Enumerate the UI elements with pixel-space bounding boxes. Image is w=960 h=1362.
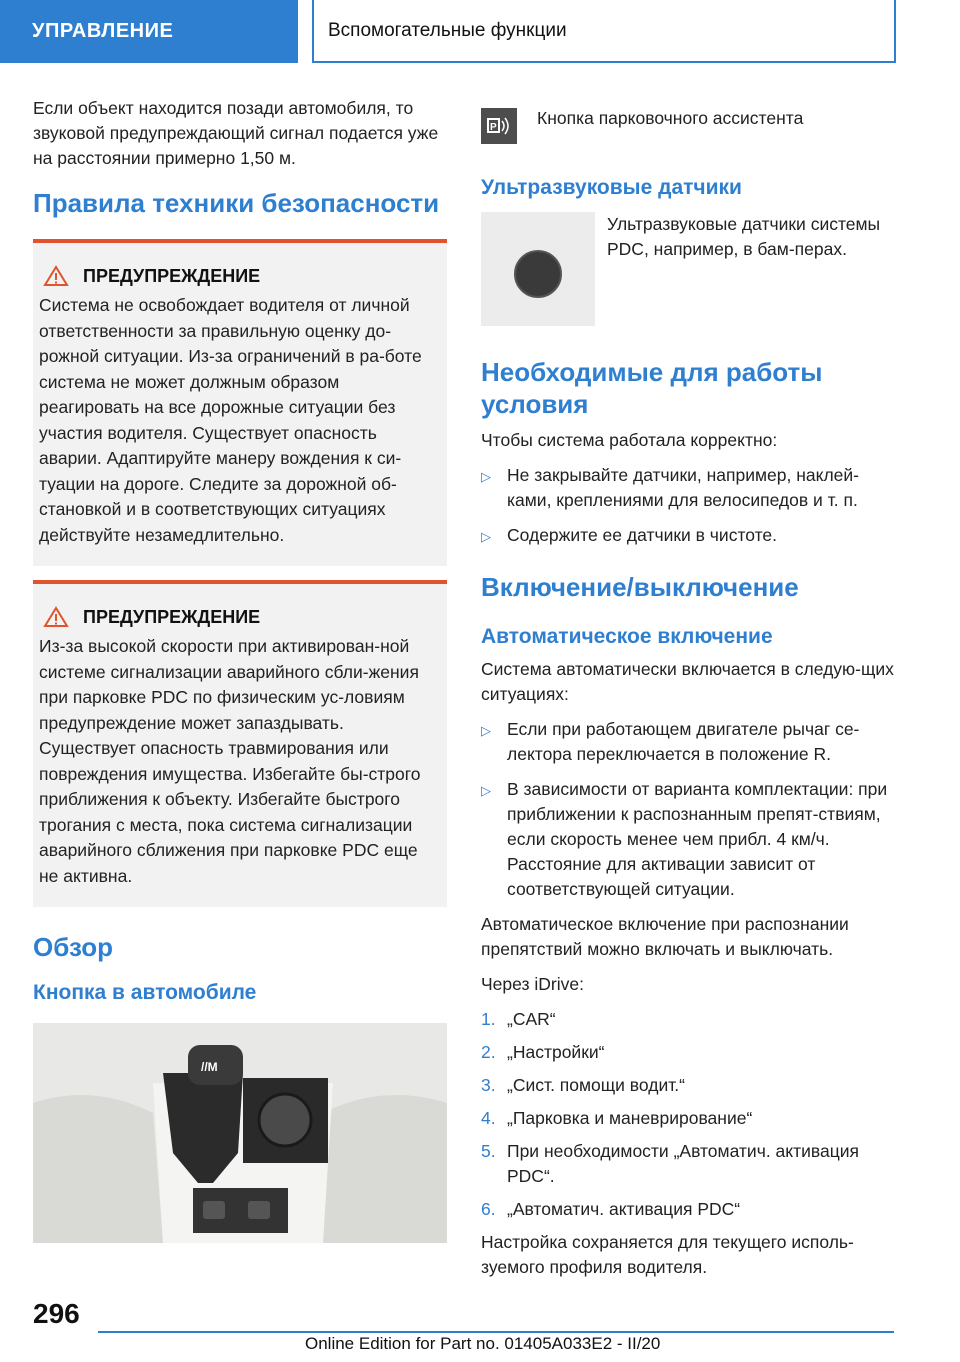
section-tab: УПРАВЛЕНИЕ [0,0,298,63]
park-assist-button-icon [481,108,517,144]
footer-edition: Online Edition for Part no. 01405A033E2 - II/20 [305,1334,661,1353]
button-heading: Кнопка в автомобиле [33,981,257,1004]
left-column [33,96,447,1243]
final-text: Настройка сохраняется для текущего исполь-зуемого профиля водителя. [481,1232,854,1277]
svg-text://M: //M [201,1060,218,1074]
svg-text:P: P [490,122,497,133]
page-number: 296 [33,1298,80,1329]
step-item: 3. „Сист. помощи водит.“ [481,1075,685,1095]
warning-label: ПРЕДУПРЕЖДЕНИЕ [83,265,261,286]
warning-text: Система не освобождает водителя от личной ответственности за правильную оценку до-рожной ситуации. Из-за ограничений в ра-боте система не может должным образом реагировать на все дорожные ситуации без участия водителя. Существует опасность аварии. Адаптируйте манеру вождения к си-туации на дороге. Следите за дорожной об-становкой и в соответствующих ситуациях действуйте незамедлительно. [39,295,422,545]
page-title: Вспомогательные функции [312,0,896,63]
overview-heading: Обзор [33,932,113,962]
sensors-heading: Ультразвуковые датчики [481,176,742,199]
warning-box-2 [33,580,447,907]
warning-box-1 [33,239,447,566]
sensors-text: Ультразвуковые датчики системы PDC, например, в бам-перах. [607,214,881,259]
safety-heading: Правила техники безопасности [33,188,440,218]
list-item: ▷ Если при работающем двигателе рычаг се-лектора переключается в положение R. [481,717,896,767]
onoff-heading: Включение/выключение [481,572,799,602]
warning-triangle-icon [43,265,69,287]
right-column [481,96,896,1290]
triangle-bullet-icon: ▷ [481,529,491,544]
conditions-intro: Чтобы система работала корректно: [481,430,778,450]
step-item: 4. „Парковка и маневрирование“ [481,1108,753,1128]
list-item: ▷ Не закрывайте датчики, например, наклей-ками, креплениями для велосипедов и т. п. [481,463,896,513]
step-item: 2. „Настройки“ [481,1042,605,1062]
triangle-bullet-icon: ▷ [481,469,491,484]
list-item: ▷ В зависимости от варианта комплектации: при приближении к распознанным препят-ствиям, если скорость менее чем прибл. 4 км/ч. Расстояние для активации зависит от соответствующей ситуации. [481,777,896,902]
warning-triangle-icon [43,606,69,628]
auto-intro: Система автоматически включается в следую-щих ситуациях: [481,659,894,704]
list-item: ▷ Содержите ее датчики в чистоте. [481,523,896,549]
triangle-bullet-icon: ▷ [481,783,491,798]
auto-heading: Автоматическое включение [481,625,773,648]
conditions-heading: Необходимые для работы условия [481,357,823,419]
step-item: 1. „CAR“ [481,1009,556,1029]
step-item: 5. При необходимости „Автоматич. активация PDC“. [481,1141,860,1186]
idrive-intro: Через iDrive: [481,974,584,994]
footer-divider [98,1331,894,1333]
triangle-bullet-icon: ▷ [481,723,491,738]
warning-label: ПРЕДУПРЕЖДЕНИЕ [83,606,261,627]
intro-text: Если объект находится позади автомобиля, то звуковой предупреждающий сигнал подается уже на расстоянии примерно 1,50 м. [33,98,439,168]
center-console-illustration [33,1023,447,1243]
park-button-caption: Кнопка парковочного ассистента [537,108,804,128]
sensor-image [481,212,595,326]
step-item: 6. „Автоматич. активация PDC“ [481,1199,741,1219]
warning-text: Из-за высокой скорости при активирован-ной системе сигнализации аварийного сбли-жения при парковке PDC по физическим ус-ловиям предупреждение может запаздывать. Существует опасность травмирования или повреждения имущества. Избегайте бы-строго приближения к объекту. Избегайте быстрого трогания с места, пока система сигнализации аварийного сближения при парковке PDC еще не активна. [39,636,421,886]
center-console-image [33,1023,447,1243]
auto-note: Автоматическое включение при распознании препятствий можно включать и выключать. [481,914,849,959]
